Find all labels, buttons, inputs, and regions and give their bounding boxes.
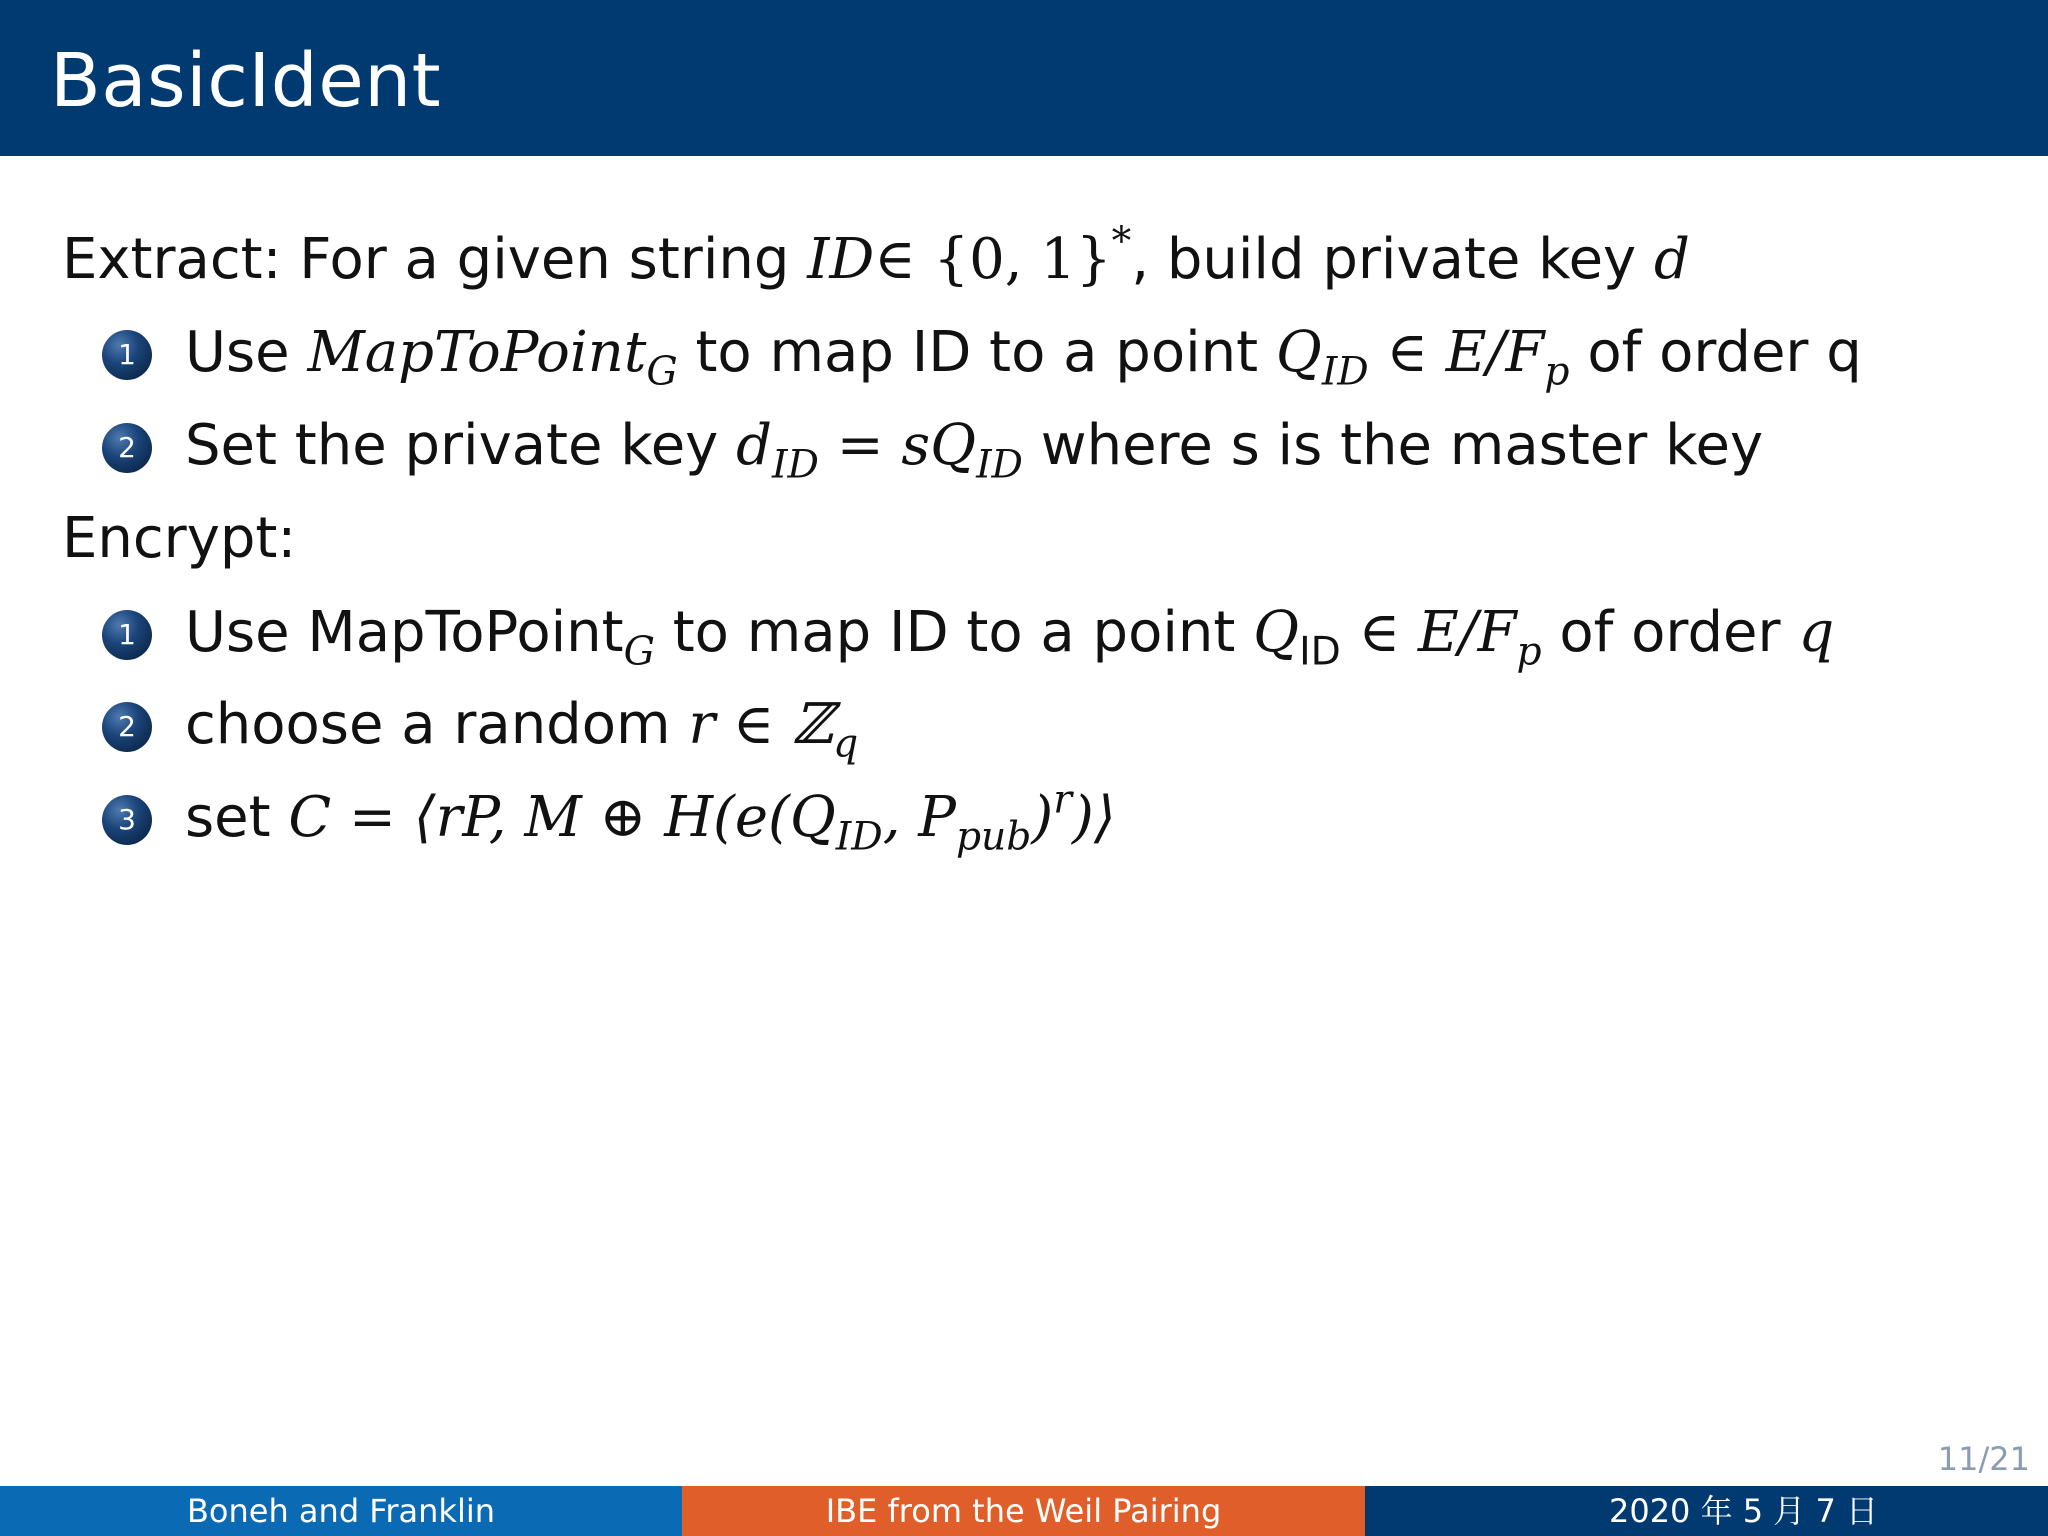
encrypt-item-2: [185, 690, 859, 767]
footer-talk-title: IBE from the Weil Pairing: [682, 1486, 1365, 1536]
encrypt-item-1-q2: q: [1798, 600, 1835, 665]
encrypt-heading: Encrypt:: [62, 506, 297, 571]
extract-item-1: [185, 318, 1862, 395]
encrypt-item-1-number: 1: [102, 610, 152, 660]
encrypt-item-3-c-sub2: pub: [955, 814, 1032, 860]
footer-date: 2020 年 5 月 7 日: [1608, 1492, 1878, 1530]
slide-title: BasicIdent: [50, 38, 442, 124]
extract-item-2: [185, 411, 1764, 488]
encrypt-item-1-rel-sub: p: [1516, 629, 1542, 675]
extract-item-2-d: d: [736, 413, 772, 478]
encrypt-item-1-text-b: to map ID to a point: [672, 600, 1236, 665]
encrypt-item-3-c-sub1: ID: [835, 814, 883, 860]
extract-item-1-text-a: Use: [185, 320, 290, 385]
encrypt-item-1: [185, 598, 1835, 675]
extract-item-1-q: Q: [1275, 320, 1322, 385]
encrypt-item-2-number: 2: [102, 702, 152, 752]
encrypt-item-3: [185, 777, 1116, 860]
extract-intro-text: For a given string: [299, 227, 790, 292]
page-number: 11/21: [1937, 1440, 2030, 1478]
encrypt-item-1-rel: ∈ E/F: [1358, 600, 1517, 665]
extract-item-1-q-sub: ID: [1321, 349, 1369, 395]
footer-date-cell: [1365, 1486, 2048, 1536]
extract-d-var: d: [1653, 227, 1690, 292]
extract-item-1-number: 1: [102, 330, 152, 380]
extract-star: *: [1111, 219, 1132, 265]
encrypt-item-3-c4: )⟩: [1071, 785, 1116, 850]
encrypt-item-3-c1: C = ⟨rP, M ⊕ H(e(Q: [288, 785, 836, 850]
encrypt-item-1-func-sub: G: [623, 629, 655, 675]
encrypt-item-3-c-sup: r: [1053, 777, 1072, 823]
encrypt-item-3-c3: ): [1031, 785, 1054, 850]
encrypt-item-3-text-a: set: [185, 785, 271, 850]
encrypt-item-1-q: Q: [1253, 600, 1300, 665]
encrypt-item-2-r: r ∈ ℤ: [688, 692, 834, 757]
extract-item-2-d-sub: ID: [771, 442, 819, 488]
extract-in-set: ∈ {0, 1}: [874, 227, 1112, 292]
footer-authors: Boneh and Franklin: [0, 1486, 682, 1536]
footer-bar: [0, 1486, 2048, 1536]
extract-item-2-eq: = sQ: [836, 413, 977, 478]
extract-item-2-text-b: where s is the master key: [1040, 413, 1764, 478]
extract-heading: [62, 219, 1690, 295]
extract-item-1-rel-sub: p: [1544, 349, 1570, 395]
encrypt-item-1-q-sub: ID: [1299, 629, 1341, 675]
extract-item-2-eq-sub: ID: [976, 442, 1023, 488]
extract-id-var: ID: [807, 227, 875, 292]
extract-intro-text2: , build private key: [1131, 227, 1637, 292]
extract-item-1-func: MapToPoint: [307, 320, 647, 385]
extract-item-1-text-c: of order q: [1587, 320, 1862, 385]
extract-item-1-text-b: to map ID to a point: [695, 320, 1259, 385]
encrypt-item-2-text-a: choose a random: [185, 692, 671, 757]
extract-item-1-func-sub: G: [646, 349, 678, 395]
extract-item-2-text-a: Set the private key: [185, 413, 719, 478]
encrypt-item-1-text-c: of order: [1559, 600, 1781, 665]
extract-item-2-number: 2: [102, 423, 152, 473]
encrypt-item-3-number: 3: [102, 795, 152, 845]
encrypt-item-1-text-a: Use MapToPoint: [185, 600, 624, 665]
extract-item-1-rel: ∈ E/F: [1386, 320, 1545, 385]
encrypt-item-2-r-sub: q: [833, 721, 859, 767]
extract-label: Extract:: [62, 227, 282, 292]
encrypt-item-3-c2: , P: [882, 785, 956, 850]
